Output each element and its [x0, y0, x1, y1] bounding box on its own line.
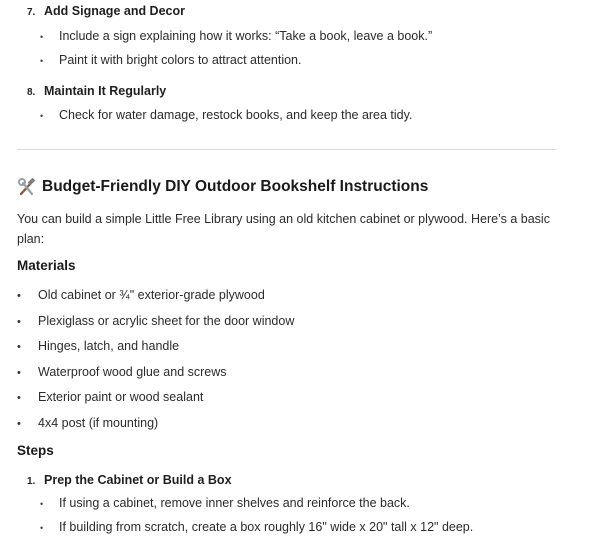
- materials-list: [17, 288, 294, 441]
- list-item: • If using a cabinet, remove inner shelves and reinforce the back.: [40, 496, 410, 510]
- list-item: • Paint it with bright colors to attract attention.: [40, 53, 302, 67]
- steps-heading: Steps: [17, 443, 54, 458]
- hammer-and-wrench-icon: [17, 178, 37, 196]
- intro-paragraph: You can build a simple Little Free Library using an old kitchen cabinet or plywood. Here’s a basic plan:: [17, 212, 550, 246]
- section-title: Budget-Friendly DIY Outdoor Bookshelf Instructions: [42, 178, 429, 195]
- step-number: 7.: [27, 7, 36, 18]
- list-item: • Exterior paint or wood sealant: [17, 390, 204, 404]
- list-item: • 4x4 post (if mounting): [17, 415, 159, 430]
- list-item: • Plexiglass or acrylic sheet for the door window: [17, 313, 295, 328]
- step-title: Maintain It Regularly: [44, 84, 167, 98]
- section-divider: [17, 149, 557, 150]
- list-item: • Hinges, latch, and handle: [17, 339, 180, 353]
- list-item: • Waterproof wood glue and screws: [17, 364, 227, 379]
- step-number: 8.: [27, 87, 36, 98]
- step-7-bullets: [17, 29, 432, 77]
- materials-heading: Materials: [17, 258, 76, 273]
- list-item: • Old cabinet or ¾" exterior-grade plywood: [17, 288, 265, 302]
- list-item: • If building from scratch, create a box roughly 16" wide x 20" tall x 12" deep.: [40, 520, 474, 534]
- step-1-bullets: [17, 496, 473, 544]
- step-title: Add Signage and Decor: [44, 4, 185, 18]
- list-item: • Include a sign explaining how it works: “Take a book, leave a book.”: [40, 29, 433, 43]
- list-item: • Check for water damage, restock books, and keep the area tidy.: [40, 108, 413, 122]
- list-item-step-7: [27, 4, 185, 18]
- step-8-bullets: [17, 108, 412, 122]
- list-item-step-1: [27, 473, 232, 487]
- step-number: 1.: [27, 476, 36, 487]
- list-item-step-8: [27, 84, 166, 98]
- section-heading: [17, 178, 428, 196]
- step-title: Prep the Cabinet or Build a Box: [44, 473, 232, 487]
